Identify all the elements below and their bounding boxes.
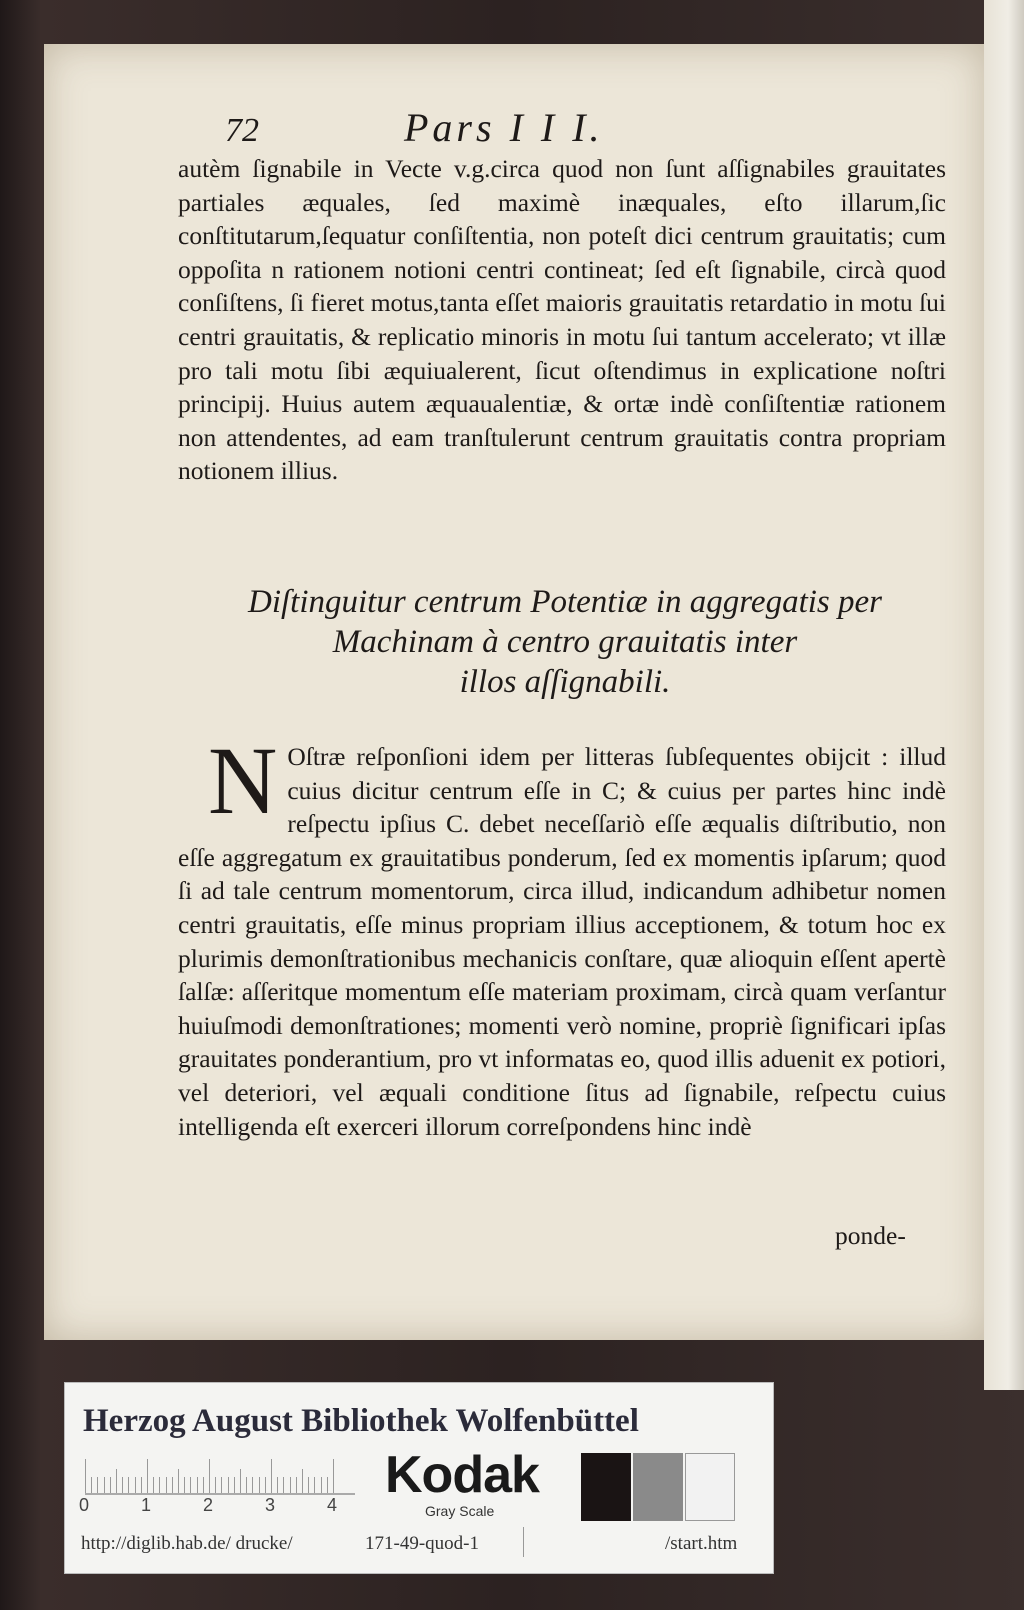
- ruler-tick: [265, 1477, 266, 1493]
- ruler-tick: [290, 1477, 291, 1493]
- ruler-number: 4: [327, 1495, 338, 1515]
- drop-cap: N: [208, 727, 278, 834]
- heading-line-1: Diſtinguitur centrum Potentiæ in aggregatis per: [248, 584, 882, 620]
- ruler-tick: [190, 1477, 191, 1493]
- heading-line-2: Machinam à centro grauitatis inter: [332, 624, 798, 660]
- page-number: 72: [225, 112, 259, 149]
- paragraph-2-text: Oſtræ reſponſioni idem per litteras ſubſequentes obijcit : illud cuius dicitur centrum eſſe in C; & cuius per partes hinc indè reſpectu ipſius C. debet neceſſariò eſſe æqualis diſtributio, non eſſe aggregatum ex grauitatibus ponderum, ſed ex momentis ipſarum; quod ſi ad tale centrum momentorum, circa illud, indicandum adhibetur nomen centri grauitatis, eſſe minus propriam illius acceptionem, & totum hoc ex plurimis demonſtrationibus mechanicis conſtare, quæ alioquin eſſent apertè ſalſæ: aſſeritque momentum eſſe materiam proximam, circà quam verſantur huiuſmodi demonſtrationes; momenti verò nomine, propriè ſignificari ipſas grauitates ponderantium, pro vt informatas eo, quod illis aduenit ex potiori, vel deteriori, vel æquali conditione ſitus ad ſignabile, reſpectu cuius intelligenda eſt exerceri illorum correſpondens hinc indè: [178, 742, 946, 1141]
- ruler-tick: [172, 1477, 173, 1493]
- url-prefix: http://diglib.hab.de/ drucke/: [81, 1533, 293, 1554]
- ruler-tick: [153, 1477, 154, 1493]
- kodak-logo: Kodak: [385, 1446, 539, 1504]
- ruler-tick: [228, 1477, 229, 1493]
- ruler-tick: [308, 1477, 309, 1493]
- library-color-card: [64, 1382, 774, 1574]
- ruler-tick: [135, 1477, 136, 1493]
- ruler-tick: [122, 1477, 123, 1493]
- ruler-number: 2: [203, 1495, 214, 1515]
- section-heading: [180, 582, 950, 702]
- ruler-tick: [221, 1477, 222, 1493]
- ruler-tick: [203, 1477, 204, 1493]
- heading-line-3: illos aſſignabili.: [459, 664, 671, 700]
- ruler-tick: [314, 1477, 315, 1493]
- page-header: [225, 104, 604, 154]
- gray-scale-swatches: [581, 1453, 735, 1521]
- ruler-tick: [91, 1477, 92, 1493]
- url-divider: [523, 1527, 524, 1557]
- ruler-tick: [259, 1477, 260, 1493]
- ruler-tick: [178, 1469, 179, 1493]
- catchword: ponde-: [835, 1221, 906, 1250]
- ruler-tick: [209, 1459, 210, 1493]
- ruler-tick: [141, 1477, 142, 1493]
- url-identifier: 171-49-quod-1: [365, 1533, 479, 1554]
- paragraph-2: [178, 727, 946, 1143]
- ruler-tick: [234, 1477, 235, 1493]
- library-title: Herzog August Bibliothek Wolfenbüttel: [83, 1403, 639, 1439]
- ruler-tick: [283, 1477, 284, 1493]
- ruler-scale: [85, 1453, 355, 1495]
- ruler-tick: [97, 1477, 98, 1493]
- ruler-tick: [116, 1469, 117, 1493]
- paragraph-1: autèm ſignabile in Vecte v.g.circa quod non ſunt aſſignabiles grauitates partiales æquales, ſed maximè inæquales, eſto illarum,ſic conſtitutarum,ſequatur conſiſtentia, non poteſt dici centrum grauitatis; cum oppoſita n rationem notioni centri contineat; ſed eſt ſignabile, circà quod conſiſtens, ſi fieret motus,tanta eſſet maioris grauitatis retardatio in motu ſui centri grauitatis, & replicatio minoris in motu ſui tantum accelerato; vt illæ pro tali motu ſibi æquiualerent, ſicut oſtendimus in explicatione noſtri principij. Huius autem æquaualentiæ, & ortæ indè conſiſtentiæ rationem non attendentes, ad eam tranſtulerunt centrum grauitatis contra propriam notionem illius.: [178, 154, 946, 486]
- running-title: Pars I I I.: [404, 105, 604, 150]
- ruler-tick: [240, 1469, 241, 1493]
- ruler-tick: [104, 1477, 105, 1493]
- ruler-tick: [271, 1459, 272, 1493]
- ruler-tick: [85, 1459, 86, 1493]
- swatch-white: [685, 1453, 735, 1521]
- ruler-tick: [277, 1477, 278, 1493]
- ruler-tick: [184, 1477, 185, 1493]
- ruler-tick: [197, 1477, 198, 1493]
- ruler-tick: [128, 1477, 129, 1493]
- ruler-number: 1: [141, 1495, 152, 1515]
- ruler-tick: [327, 1477, 328, 1493]
- ruler-tick: [296, 1477, 297, 1493]
- swatch-gray: [633, 1453, 683, 1521]
- ruler-tick: [147, 1459, 148, 1493]
- next-page-edge: [984, 0, 1024, 1390]
- ruler-tick: [166, 1477, 167, 1493]
- ruler-tick: [321, 1477, 322, 1493]
- ruler-tick: [302, 1469, 303, 1493]
- ruler-tick: [333, 1459, 334, 1493]
- ruler-tick: [246, 1477, 247, 1493]
- ruler-number: 0: [79, 1495, 90, 1515]
- ruler-tick: [159, 1477, 160, 1493]
- gray-scale-label: Gray Scale: [425, 1503, 495, 1519]
- ruler-number: 3: [265, 1495, 276, 1515]
- swatch-black: [581, 1453, 631, 1521]
- ruler-tick: [110, 1477, 111, 1493]
- ruler-tick: [215, 1477, 216, 1493]
- ruler-tick: [252, 1477, 253, 1493]
- url-suffix: /start.htm: [665, 1533, 738, 1554]
